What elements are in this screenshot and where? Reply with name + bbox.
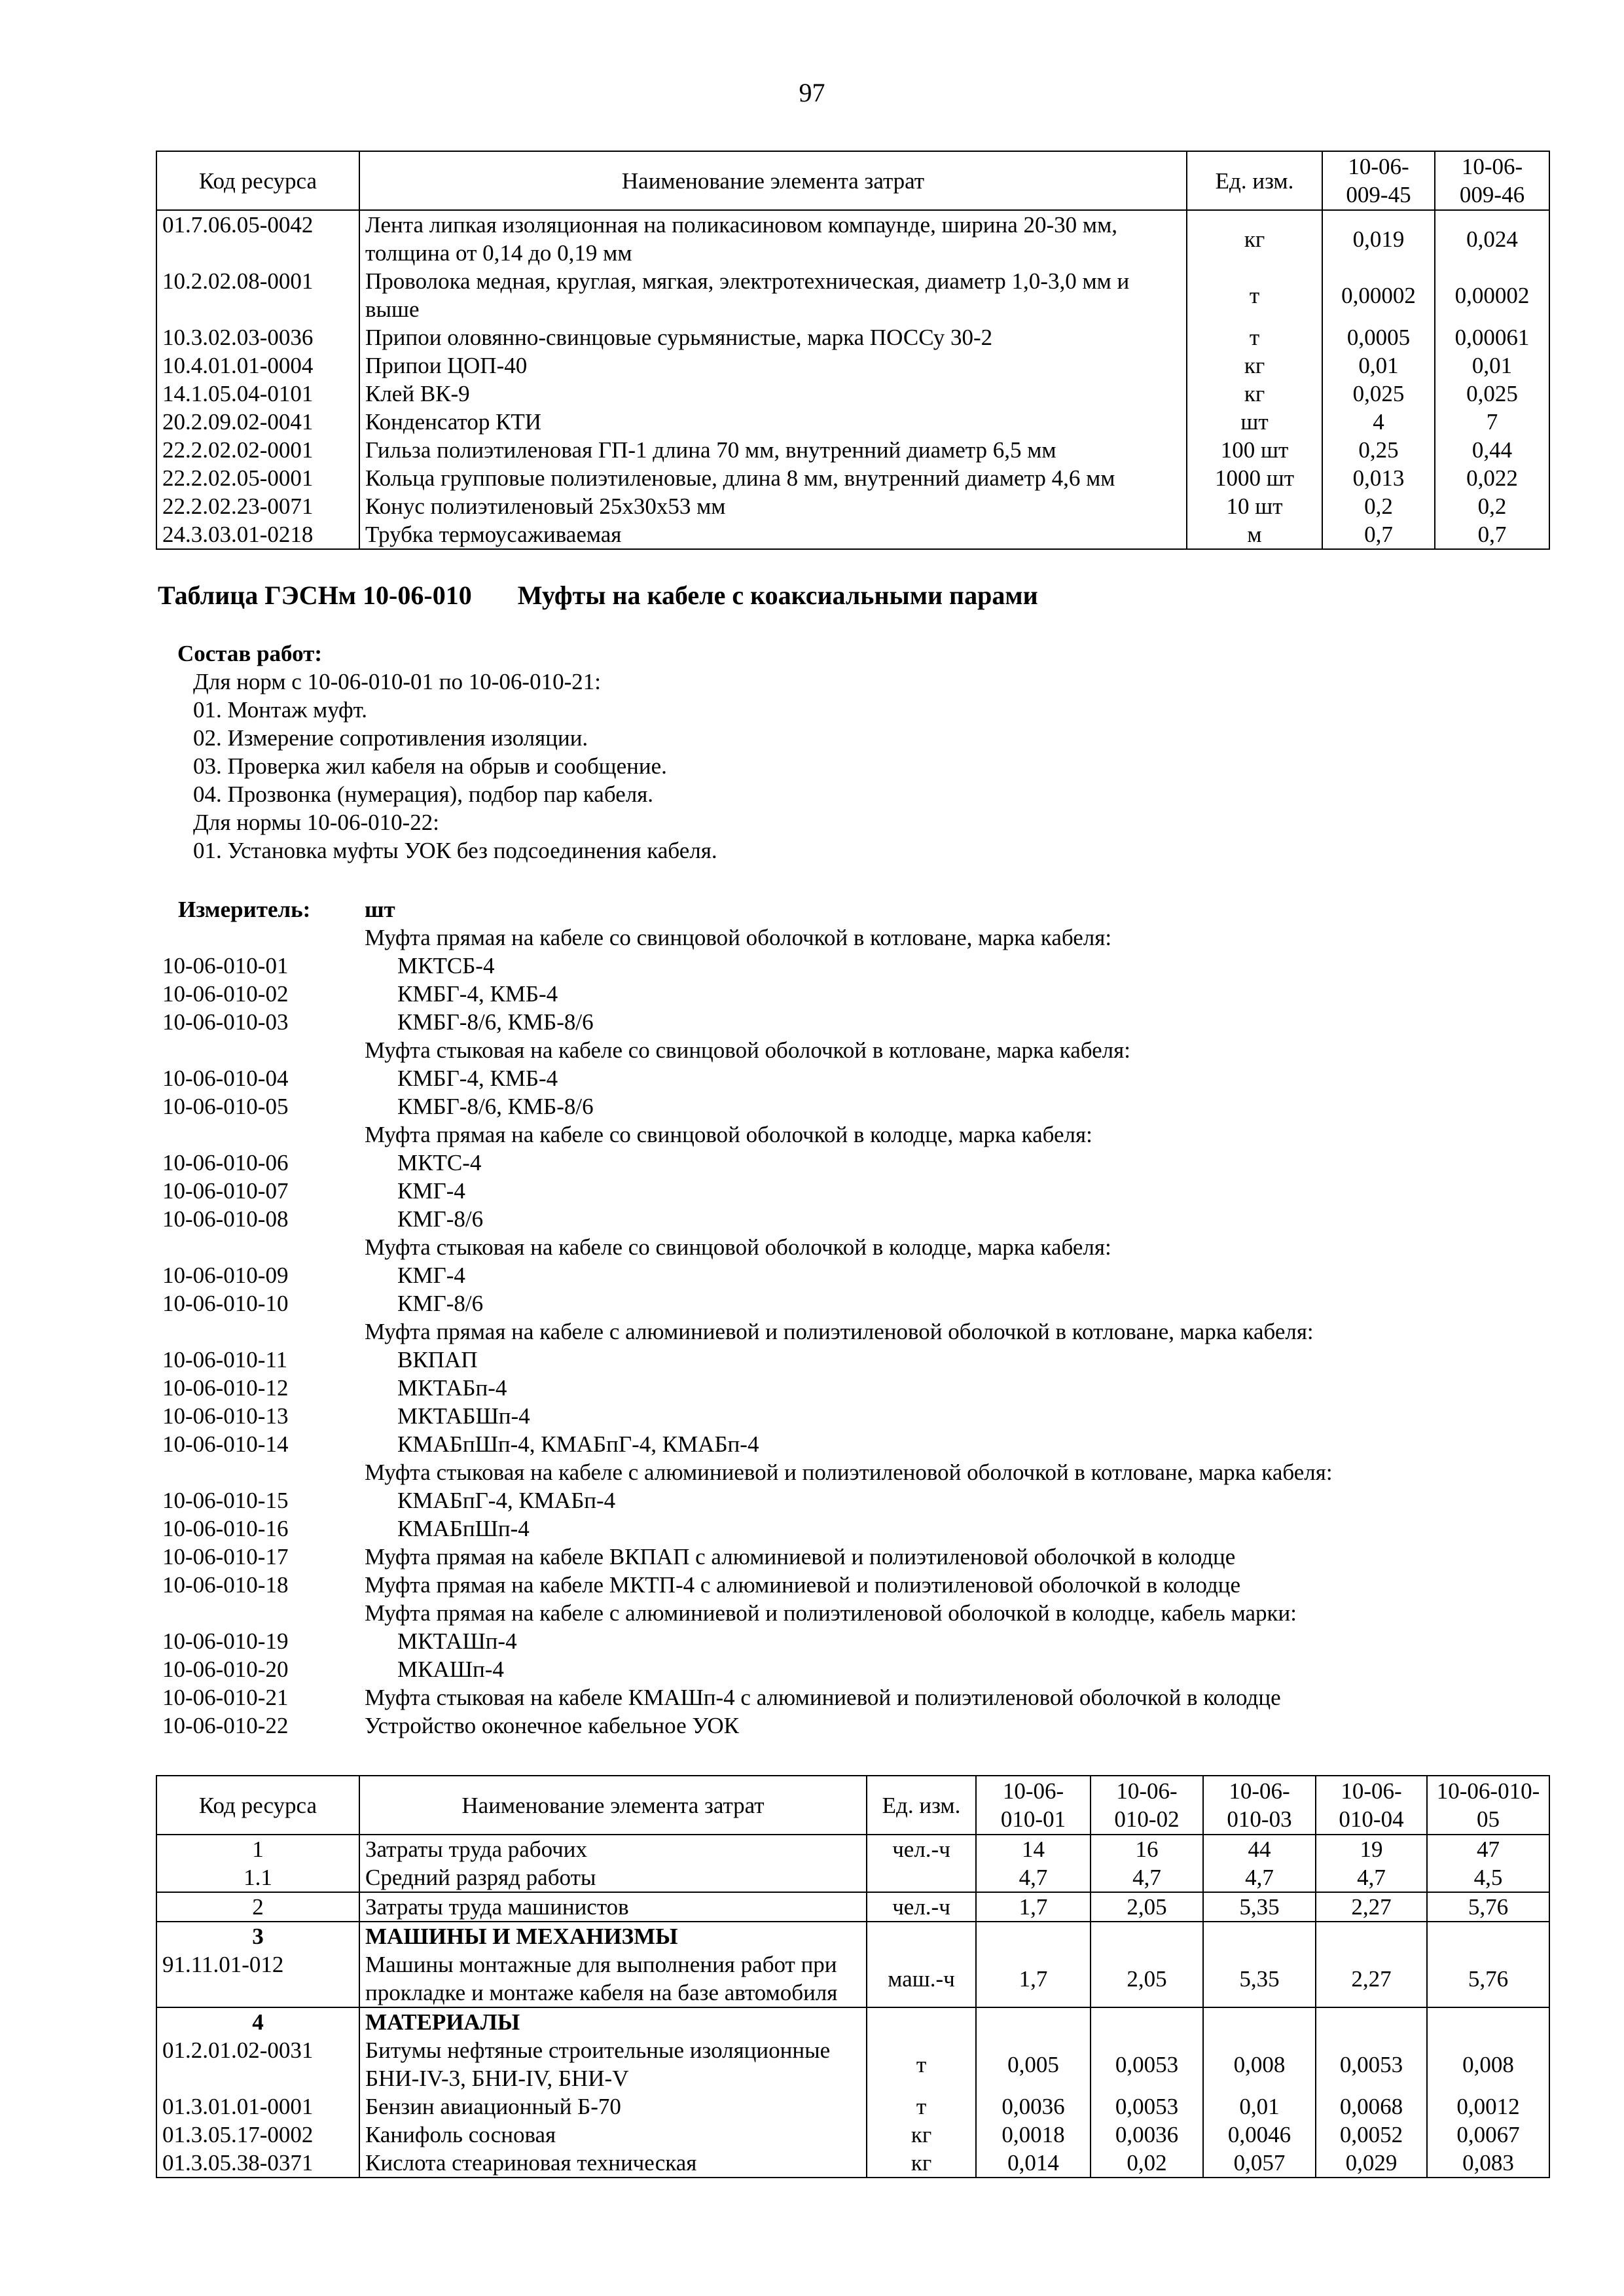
meter-row [0, 1655, 1624, 1683]
resource-unit: кг [1187, 380, 1322, 408]
meter-header [0, 895, 1624, 924]
resource-value: 0,0036 [1091, 2121, 1203, 2149]
header-norm: 10-06-010-01 [976, 1776, 1091, 1835]
resource-name: Затраты труда рабочих [359, 1835, 867, 1863]
header-norm: 10-06-010-03 [1203, 1776, 1316, 1835]
norm-code: 10-06-010-05 [162, 1094, 289, 1119]
norm-description: КМГ-8/6 [397, 1206, 484, 1232]
resource-unit: т [867, 2036, 976, 2092]
resource-value [976, 2007, 1091, 2036]
resource-value: 0,0005 [1322, 323, 1435, 351]
resource-code: 24.3.03.01-0218 [156, 520, 359, 549]
resource-name: Машины монтажные для выполнения работ при прокладке и монтаже кабеля на базе автомобиля [359, 1950, 867, 2007]
header-unit: Ед. изм. [1187, 151, 1322, 210]
header-unit: Ед. изм. [867, 1776, 976, 1835]
meter-row [0, 1233, 1624, 1261]
resource-value: 4,5 [1427, 1863, 1549, 1892]
meter-row [0, 1289, 1624, 1318]
resource-value: 0,00002 [1322, 267, 1435, 323]
header-code: Код ресурса [156, 1776, 359, 1835]
works-line: Для норм с 10-06-010-01 по 10-06-010-21: [193, 669, 601, 694]
meter-list [0, 895, 1624, 1740]
resource-value [1203, 1922, 1316, 1950]
norm-description: Муфта прямая на кабеле с алюминиевой и полиэтиленовой оболочкой в котловане, марка кабеля: [365, 1319, 1314, 1344]
resource-value: 5,35 [1203, 1892, 1316, 1922]
works-line: 01. Монтаж муфт. [193, 697, 368, 723]
resource-unit: м [1187, 520, 1322, 549]
norm-code: 10-06-010-18 [162, 1572, 289, 1598]
resource-unit: 10 шт [1187, 492, 1322, 520]
resource-value: 0,01 [1322, 351, 1435, 380]
resource-name: Припои оловянно-свинцовые сурьмянистые, марка ПОССу 30-2 [359, 323, 1187, 351]
meter-row [0, 1008, 1624, 1036]
resource-value: 0,019 [1322, 210, 1435, 267]
resource-value: 1,7 [976, 1892, 1091, 1922]
resource-value: 0,0012 [1427, 2092, 1549, 2121]
resource-value: 0,0036 [976, 2092, 1091, 2121]
resource-value: 5,76 [1427, 1892, 1549, 1922]
resource-value: 4,7 [1091, 1863, 1203, 1892]
resource-name: Кольца групповые полиэтиленовые, длина 8 мм, внутренний диаметр 4,6 мм [359, 464, 1187, 492]
resource-code: 01.3.01.01-0001 [156, 2092, 359, 2121]
resource-value [1316, 2007, 1427, 2036]
table-row [156, 2036, 1549, 2092]
resource-name: Затраты труда машинистов [359, 1892, 867, 1922]
norm-description: КМБГ-8/6, КМБ-8/6 [397, 1094, 594, 1119]
norm-description: МКТАБп-4 [397, 1375, 507, 1401]
resource-value [1091, 1922, 1203, 1950]
meter-row [0, 980, 1624, 1008]
resource-code: 2 [156, 1892, 359, 1922]
works-line: Для нормы 10-06-010-22: [193, 810, 439, 835]
resource-value: 0,44 [1435, 436, 1549, 464]
meter-row [0, 1064, 1624, 1092]
resource-name: Клей ВК-9 [359, 380, 1187, 408]
table-row [156, 436, 1549, 464]
meter-row [0, 1346, 1624, 1374]
resource-value: 0,029 [1316, 2149, 1427, 2178]
resource-value: 5,76 [1427, 1950, 1549, 2007]
section-title: Муфты на кабеле с коаксиальными парами [517, 581, 1038, 610]
works-line: 01. Установка муфты УОК без подсоединения кабеля. [193, 838, 717, 863]
resource-code: 01.7.06.05-0042 [156, 210, 359, 267]
norm-code: 10-06-010-09 [162, 1263, 289, 1288]
meter-row [0, 1402, 1624, 1430]
norm-code: 10-06-010-15 [162, 1488, 289, 1513]
resource-name: Припои ЦОП-40 [359, 351, 1187, 380]
norm-code: 10-06-010-11 [162, 1347, 288, 1372]
resource-value: 2,27 [1316, 1950, 1427, 2007]
resource-value: 0,0053 [1316, 2036, 1427, 2092]
meter-row [0, 1430, 1624, 1458]
norm-code: 10-06-010-10 [162, 1291, 289, 1316]
resource-value: 0,0068 [1316, 2092, 1427, 2121]
resource-value: 19 [1316, 1835, 1427, 1863]
resource-value: 0,013 [1322, 464, 1435, 492]
resources-table-continued [156, 151, 1550, 550]
meter-row [0, 1205, 1624, 1233]
resource-value: 2,05 [1091, 1892, 1203, 1922]
norm-code: 10-06-010-02 [162, 981, 289, 1007]
meter-row [0, 1712, 1624, 1740]
resource-value: 0,008 [1203, 2036, 1316, 2092]
works-line: 03. Проверка жил кабеля на обрыв и сообщение. [193, 753, 667, 779]
works-composition [177, 639, 717, 865]
table-header-row [156, 1776, 1549, 1835]
resource-unit: чел.-ч [867, 1892, 976, 1922]
norm-code: 10-06-010-08 [162, 1206, 289, 1232]
norm-description: КМАБпГ-4, КМАБп-4 [397, 1488, 616, 1513]
norm-description: КМБГ-8/6, КМБ-8/6 [397, 1009, 594, 1035]
meter-label: Измеритель: [178, 897, 311, 922]
resource-name: Гильза полиэтиленовая ГП-1 длина 70 мм, внутренний диаметр 6,5 мм [359, 436, 1187, 464]
resource-value: 16 [1091, 1835, 1203, 1863]
meter-row [0, 1683, 1624, 1712]
norm-code: 10-06-010-21 [162, 1685, 289, 1710]
norm-description: Муфта прямая на кабеле с алюминиевой и полиэтиленовой оболочкой в колодце, кабель марки: [365, 1600, 1297, 1626]
header-code: Код ресурса [156, 151, 359, 210]
resource-code: 4 [156, 2007, 359, 2036]
resource-name: МАШИНЫ И МЕХАНИЗМЫ [359, 1922, 867, 1950]
resource-name: Кислота стеариновая техническая [359, 2149, 867, 2178]
norm-description: Муфта стыковая на кабеле со свинцовой оболочкой в котловане, марка кабеля: [365, 1037, 1130, 1063]
norm-description: КМБГ-4, КМБ-4 [397, 1066, 558, 1091]
resource-value: 0,7 [1322, 520, 1435, 549]
resource-name: Трубка термоусаживаемая [359, 520, 1187, 549]
resource-code: 01.3.05.17-0002 [156, 2121, 359, 2149]
norm-code: 10-06-010-17 [162, 1544, 289, 1570]
meter-row [0, 1177, 1624, 1205]
table-row [156, 323, 1549, 351]
resource-value: 4,7 [976, 1863, 1091, 1892]
works-line: 02. Измерение сопротивления изоляции. [193, 725, 588, 751]
resource-unit [867, 1863, 976, 1892]
header-norm: 10-06-010-04 [1316, 1776, 1427, 1835]
resource-value: 0,025 [1322, 380, 1435, 408]
resource-name: Конденсатор КТИ [359, 408, 1187, 436]
meter-row [0, 924, 1624, 952]
meter-row [0, 1515, 1624, 1543]
norm-description: Муфта прямая на кабеле со свинцовой оболочкой в колодце, марка кабеля: [365, 1122, 1092, 1147]
norm-code: 10-06-010-07 [162, 1178, 289, 1204]
resource-value: 0,0052 [1316, 2121, 1427, 2149]
table-row [156, 351, 1549, 380]
resource-value [1203, 2007, 1316, 2036]
meter-row [0, 1627, 1624, 1655]
resource-unit [867, 2007, 976, 2036]
resource-code: 22.2.02.02-0001 [156, 436, 359, 464]
resource-value: 2,27 [1316, 1892, 1427, 1922]
norm-code: 10-06-010-01 [162, 953, 289, 978]
norm-description: Муфта прямая на кабеле МКТП-4 с алюминиевой и полиэтиленовой оболочкой в колодце [365, 1572, 1241, 1598]
meter-row [0, 1121, 1624, 1149]
resource-unit: чел.-ч [867, 1835, 976, 1863]
meter-unit: шт [365, 897, 395, 922]
resource-value: 0,2 [1435, 492, 1549, 520]
resource-code: 1 [156, 1835, 359, 1863]
resource-code: 10.3.02.03-0036 [156, 323, 359, 351]
norm-code: 10-06-010-12 [162, 1375, 289, 1401]
resource-value [1316, 1922, 1427, 1950]
resource-name: Средний разряд работы [359, 1863, 867, 1892]
norm-description: КМГ-4 [397, 1263, 465, 1288]
resource-code: 22.2.02.05-0001 [156, 464, 359, 492]
meter-row [0, 1571, 1624, 1599]
meter-row [0, 1486, 1624, 1515]
table-row [156, 210, 1549, 267]
norm-code: 10-06-010-16 [162, 1516, 289, 1541]
resource-value: 0,00002 [1435, 267, 1549, 323]
resource-value [1427, 1922, 1549, 1950]
resource-value [976, 1922, 1091, 1950]
resource-unit: кг [1187, 210, 1322, 267]
page-number: 97 [799, 78, 825, 107]
resource-code: 10.4.01.01-0004 [156, 351, 359, 380]
norm-description: МКТС-4 [397, 1150, 482, 1175]
norm-description: КМАБпШп-4, КМАБпГ-4, КМАБп-4 [397, 1431, 759, 1457]
norm-code: 10-06-010-03 [162, 1009, 289, 1035]
resource-value: 0,008 [1427, 2036, 1549, 2092]
norm-description: Муфта прямая на кабеле со свинцовой оболочкой в котловане, марка кабеля: [365, 925, 1112, 950]
table-row [156, 2149, 1549, 2178]
norm-code: 10-06-010-13 [162, 1403, 289, 1429]
resource-code: 3 [156, 1922, 359, 1950]
norm-description: Устройство оконечное кабельное УОК [365, 1713, 740, 1738]
norm-description: Муфта стыковая на кабеле со свинцовой оболочкой в колодце, марка кабеля: [365, 1234, 1111, 1260]
resource-name: Битумы нефтяные строительные изоляционные БНИ-IV-3, БНИ-IV, БНИ-V [359, 2036, 867, 2092]
resource-value: 1,7 [976, 1950, 1091, 2007]
resource-value: 0,7 [1435, 520, 1549, 549]
norm-description: МКАШп-4 [397, 1657, 504, 1682]
norm-description: МКТСБ-4 [397, 953, 495, 978]
resource-code: 10.2.02.08-0001 [156, 267, 359, 323]
table-row [156, 1863, 1549, 1892]
resource-code: 1.1 [156, 1863, 359, 1892]
resource-unit: кг [867, 2121, 976, 2149]
table-row [156, 267, 1549, 323]
resource-unit: т [867, 2092, 976, 2121]
resource-value [1427, 2007, 1549, 2036]
table-row [156, 1950, 1549, 2007]
resource-value: 4 [1322, 408, 1435, 436]
resource-code: 14.1.05.04-0101 [156, 380, 359, 408]
meter-row [0, 1092, 1624, 1121]
resource-value: 0,01 [1203, 2092, 1316, 2121]
resource-value: 0,25 [1322, 436, 1435, 464]
table-row [156, 2092, 1549, 2121]
norm-code: 10-06-010-14 [162, 1431, 289, 1457]
table-row [156, 380, 1549, 408]
resource-value: 14 [976, 1835, 1091, 1863]
resource-name: Лента липкая изоляционная на поликасиновом компаунде, ширина 20-30 мм, толщина от 0,14 до 0,19 мм [359, 210, 1187, 267]
norm-description: КМГ-4 [397, 1178, 465, 1204]
resource-value: 4,7 [1316, 1863, 1427, 1892]
table-row [156, 464, 1549, 492]
resource-unit: маш.-ч [867, 1950, 976, 2007]
resource-value: 5,35 [1203, 1950, 1316, 2007]
norm-description: КМБГ-4, КМБ-4 [397, 981, 558, 1007]
norm-code: 10-06-010-20 [162, 1657, 289, 1682]
resource-value: 0,014 [976, 2149, 1091, 2178]
header-name: Наименование элемента затрат [359, 1776, 867, 1835]
meter-row [0, 1036, 1624, 1064]
norm-description: Муфта стыковая на кабеле с алюминиевой и полиэтиленовой оболочкой в котловане, марка кабеля: [365, 1460, 1333, 1485]
norm-code: 10-06-010-22 [162, 1713, 289, 1738]
resource-value: 0,0053 [1091, 2036, 1203, 2092]
meter-row [0, 952, 1624, 980]
resource-name: Конус полиэтиленовый 25х30х53 мм [359, 492, 1187, 520]
table-header-row [156, 151, 1549, 210]
resource-unit: кг [1187, 351, 1322, 380]
resource-value: 0,02 [1091, 2149, 1203, 2178]
resource-unit [867, 1922, 976, 1950]
norm-description: Муфта стыковая на кабеле КМАШп-4 с алюминиевой и полиэтиленовой оболочкой в колодце [365, 1685, 1281, 1710]
resource-value: 0,01 [1435, 351, 1549, 380]
resource-value: 0,0046 [1203, 2121, 1316, 2149]
table-row [156, 520, 1549, 549]
meter-row [0, 1543, 1624, 1571]
header-norm: 10-06-010-02 [1091, 1776, 1203, 1835]
table-row [156, 1892, 1549, 1922]
resource-unit: т [1187, 323, 1322, 351]
section-code: Таблица ГЭСНм 10-06-010 [158, 581, 472, 610]
resource-value: 0,024 [1435, 210, 1549, 267]
norm-description: КМГ-8/6 [397, 1291, 484, 1316]
header-norm: 10-06-009-45 [1322, 151, 1435, 210]
norm-code: 10-06-010-04 [162, 1066, 289, 1091]
norm-description: МКТАБШп-4 [397, 1403, 530, 1429]
resource-value: 0,2 [1322, 492, 1435, 520]
resource-value: 2,05 [1091, 1950, 1203, 2007]
works-line: 04. Прозвонка (нумерация), подбор пар кабеля. [193, 781, 654, 807]
resource-unit: 100 шт [1187, 436, 1322, 464]
resource-value: 0,005 [976, 2036, 1091, 2092]
resource-value: 0,025 [1435, 380, 1549, 408]
table-row [156, 408, 1549, 436]
norm-description: КМАБпШп-4 [397, 1516, 530, 1541]
resource-code: 01.2.01.02-0031 [156, 2036, 359, 2092]
meter-row [0, 1599, 1624, 1627]
resource-value: 0,0067 [1427, 2121, 1549, 2149]
meter-row [0, 1458, 1624, 1486]
resource-name: МАТЕРИАЛЫ [359, 2007, 867, 2036]
resource-value: 47 [1427, 1835, 1549, 1863]
meter-row [0, 1318, 1624, 1346]
resource-unit: т [1187, 267, 1322, 323]
resource-name: Проволока медная, круглая, мягкая, электротехническая, диаметр 1,0-3,0 мм и выше [359, 267, 1187, 323]
meter-row [0, 1374, 1624, 1402]
header-norm: 10-06-009-46 [1435, 151, 1549, 210]
resource-value: 44 [1203, 1835, 1316, 1863]
norm-description: Муфта прямая на кабеле ВКПАП с алюминиевой и полиэтиленовой оболочкой в колодце [365, 1544, 1236, 1570]
resource-value: 0,0018 [976, 2121, 1091, 2149]
norm-description: ВКПАП [397, 1347, 478, 1372]
resource-code: 91.11.01-012 [156, 1950, 359, 2007]
table-row [156, 2007, 1549, 2036]
resource-value: 0,0053 [1091, 2092, 1203, 2121]
resource-name: Бензин авиационный Б-70 [359, 2092, 867, 2121]
section-heading [158, 580, 1038, 611]
resource-unit: кг [867, 2149, 976, 2178]
resource-code: 20.2.09.02-0041 [156, 408, 359, 436]
meter-row [0, 1149, 1624, 1177]
table-row [156, 2121, 1549, 2149]
norm-description: МКТАШп-4 [397, 1628, 517, 1654]
resource-value: 0,057 [1203, 2149, 1316, 2178]
resources-table [156, 1775, 1550, 2178]
meter-row [0, 1261, 1624, 1289]
resource-value: 7 [1435, 408, 1549, 436]
table-row [156, 1922, 1549, 1950]
table-row [156, 1835, 1549, 1863]
table-row [156, 492, 1549, 520]
resource-value [1091, 2007, 1203, 2036]
resource-code: 22.2.02.23-0071 [156, 492, 359, 520]
header-name: Наименование элемента затрат [359, 151, 1187, 210]
header-norm: 10-06-010-05 [1427, 1776, 1549, 1835]
works-title: Состав работ: [177, 641, 322, 666]
resource-value: 4,7 [1203, 1863, 1316, 1892]
norm-code: 10-06-010-06 [162, 1150, 289, 1175]
resource-value: 0,00061 [1435, 323, 1549, 351]
resource-code: 01.3.05.38-0371 [156, 2149, 359, 2178]
resource-name: Канифоль сосновая [359, 2121, 867, 2149]
resource-value: 0,022 [1435, 464, 1549, 492]
resource-value: 0,083 [1427, 2149, 1549, 2178]
resource-unit: 1000 шт [1187, 464, 1322, 492]
resource-unit: шт [1187, 408, 1322, 436]
norm-code: 10-06-010-19 [162, 1628, 289, 1654]
